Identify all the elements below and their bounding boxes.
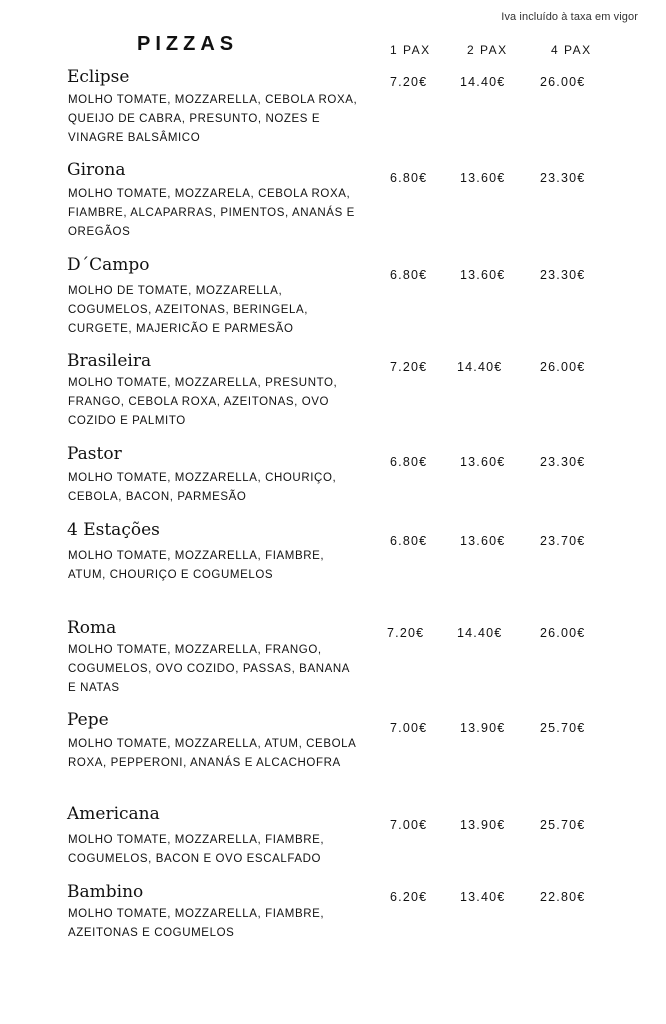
item-description: MOLHO TOMATE, MOZZARELLA, ATUM, CEBOLA ROXA, PEPPERONI, ANANÁS E ALCACHOFRA xyxy=(68,738,356,769)
price-4-pax: 25.70€ xyxy=(540,818,586,832)
price-2-pax: 13.60€ xyxy=(460,171,506,185)
price-1-pax: 7.00€ xyxy=(390,721,428,735)
item-description: MOLHO TOMATE, MOZZARELLA, CHOURIÇO, CEBOLA, BACON, PARMESÃO xyxy=(68,472,337,503)
page-title: PIZZAS xyxy=(137,33,239,55)
price-2-pax: 13.90€ xyxy=(460,818,506,832)
price-2-pax: 14.40€ xyxy=(457,360,503,374)
item-description: MOLHO TOMATE, MOZZARELLA, FIAMBRE, ATUM, CHOURIÇO E COGUMELOS xyxy=(68,550,325,581)
price-1-pax: 6.80€ xyxy=(390,171,428,185)
item-description: MOLHO TOMATE, MOZZARELLA, FIAMBRE, COGUMELOS, BACON E OVO ESCALFADO xyxy=(68,834,325,865)
price-4-pax: 26.00€ xyxy=(540,75,586,89)
price-4-pax: 23.30€ xyxy=(540,268,586,282)
price-2-pax: 14.40€ xyxy=(457,626,503,640)
price-2-pax: 13.60€ xyxy=(460,455,506,469)
price-1-pax: 7.00€ xyxy=(390,818,428,832)
price-4-pax: 23.70€ xyxy=(540,534,586,548)
price-2-pax: 13.40€ xyxy=(460,890,506,904)
item-name: Roma xyxy=(67,618,117,638)
price-4-pax: 23.30€ xyxy=(540,171,586,185)
price-1-pax: 7.20€ xyxy=(390,75,428,89)
price-2-pax: 13.60€ xyxy=(460,268,506,282)
price-1-pax: 7.20€ xyxy=(390,360,428,374)
item-name: Pastor xyxy=(67,444,122,464)
item-name: Bambino xyxy=(67,882,144,902)
price-1-pax: 6.80€ xyxy=(390,455,428,469)
item-name: Girona xyxy=(67,160,126,180)
item-description: MOLHO TOMATE, MOZZARELLA, FRANGO, COGUMELOS, OVO COZIDO, PASSAS, BANANA E NATAS xyxy=(68,644,350,694)
price-1-pax: 7.20€ xyxy=(387,626,425,640)
price-2-pax: 13.60€ xyxy=(460,534,506,548)
item-description: MOLHO TOMATE, MOZZARELLA, PRESUNTO, FRANGO, CEBOLA ROXA, AZEITONAS, OVO COZIDO E PALMITO xyxy=(68,377,338,427)
item-name: 4 Estações xyxy=(67,520,160,540)
price-4-pax: 26.00€ xyxy=(540,626,586,640)
column-header-4-pax: 4 PAX xyxy=(551,43,592,57)
item-description: MOLHO DE TOMATE, MOZZARELLA, COGUMELOS, AZEITONAS, BERINGELA, CURGETE, MAJERICÃO E PARMESÃO xyxy=(68,285,309,335)
price-1-pax: 6.80€ xyxy=(390,268,428,282)
price-4-pax: 23.30€ xyxy=(540,455,586,469)
price-2-pax: 14.40€ xyxy=(460,75,506,89)
price-4-pax: 26.00€ xyxy=(540,360,586,374)
price-1-pax: 6.80€ xyxy=(390,534,428,548)
tax-note: Iva incluído à taxa em vigor xyxy=(501,11,638,23)
price-4-pax: 25.70€ xyxy=(540,721,586,735)
item-name: Brasileira xyxy=(67,351,152,371)
item-name: Americana xyxy=(67,804,160,824)
price-4-pax: 22.80€ xyxy=(540,890,586,904)
item-name: Eclipse xyxy=(67,67,130,87)
item-name: D´Campo xyxy=(67,255,150,275)
item-description: MOLHO TOMATE, MOZZARELLA, CEBOLA ROXA, QUEIJO DE CABRA, PRESUNTO, NOZES E VINAGRE BALSÂMICO xyxy=(68,94,358,144)
column-header-1-pax: 1 PAX xyxy=(390,43,431,57)
item-description: MOLHO TOMATE, MOZZARELLA, FIAMBRE, AZEITONAS E COGUMELOS xyxy=(68,908,325,939)
item-name: Pepe xyxy=(67,710,109,730)
item-description: MOLHO TOMATE, MOZZARELA, CEBOLA ROXA, FIAMBRE, ALCAPARRAS, PIMENTOS, ANANÁS E OREGÃOS xyxy=(68,188,355,238)
column-header-2-pax: 2 PAX xyxy=(467,43,508,57)
price-1-pax: 6.20€ xyxy=(390,890,428,904)
price-2-pax: 13.90€ xyxy=(460,721,506,735)
